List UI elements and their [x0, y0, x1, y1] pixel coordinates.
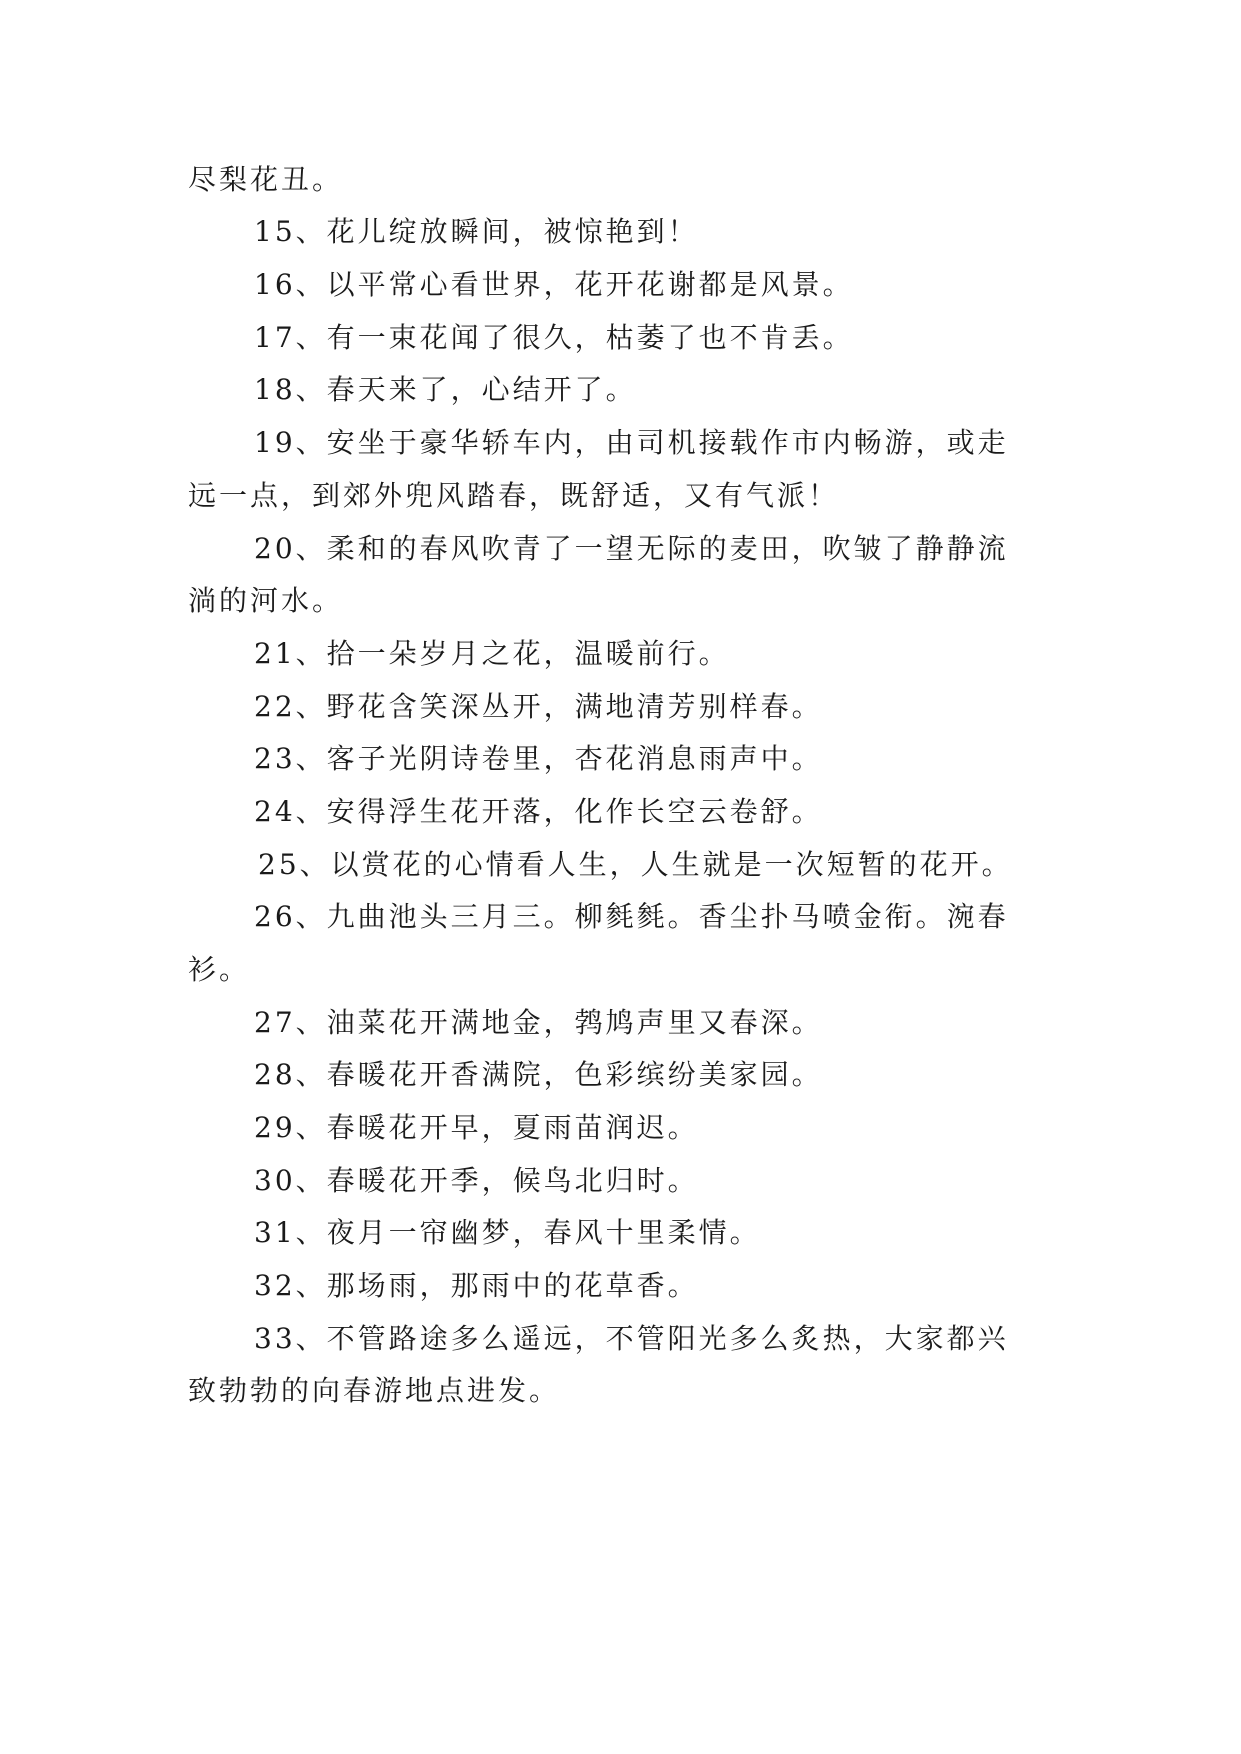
text-line: 18、春天来了，心结开了。 — [254, 373, 637, 406]
text-line: 29、春暖花开早，夏雨苗润迟。 — [254, 1111, 699, 1144]
text-line: 致勃勃的向春游地点进发。 — [188, 1374, 561, 1407]
text-line: 衫。 — [188, 953, 251, 986]
text-line: 20、柔和的春风吹青了一望无际的麦田，吹皱了静静流 — [254, 532, 1009, 565]
text-line: 15、花儿绽放瞬间，被惊艳到！ — [254, 215, 699, 248]
text-line: 17、有一束花闻了很久，枯萎了也不肯丢。 — [254, 321, 854, 354]
text-line: 21、拾一朵岁月之花，温暖前行。 — [254, 637, 730, 670]
text-line: 27、油菜花开满地金，鹁鸠声里又春深。 — [254, 1006, 823, 1039]
text-line: 19、安坐于豪华轿车内，由司机接载作市内畅游，或走 — [254, 426, 1009, 459]
text-line: 24、安得浮生花开落，化作长空云卷舒。 — [254, 795, 823, 828]
text-line: 25、以赏花的心情看人生，人生就是一次短暂的花开。 — [258, 848, 1013, 881]
text-line: 淌的河水。 — [188, 584, 344, 617]
text-line: 22、野花含笑深丛开，满地清芳别样春。 — [254, 690, 823, 723]
text-line: 28、春暖花开香满院，色彩缤纷美家园。 — [254, 1058, 823, 1091]
text-line: 尽梨花丑。 — [188, 163, 344, 196]
text-line: 30、春暖花开季，候鸟北归时。 — [254, 1164, 699, 1197]
text-line: 23、客子光阴诗卷里，杏花消息雨声中。 — [254, 742, 823, 775]
text-line: 16、以平常心看世界，花开花谢都是风景。 — [254, 268, 854, 301]
text-line: 31、夜月一帘幽梦，春风十里柔情。 — [254, 1216, 761, 1249]
text-line: 26、九曲池头三月三。柳毵毵。香尘扑马喷金衔。涴春 — [254, 900, 1009, 933]
text-line: 远一点，到郊外兜风踏春，既舒适，又有气派！ — [188, 479, 840, 512]
text-line: 33、不管路途多么遥远，不管阳光多么炙热，大家都兴 — [254, 1322, 1009, 1355]
text-line: 32、那场雨，那雨中的花草香。 — [254, 1269, 699, 1302]
